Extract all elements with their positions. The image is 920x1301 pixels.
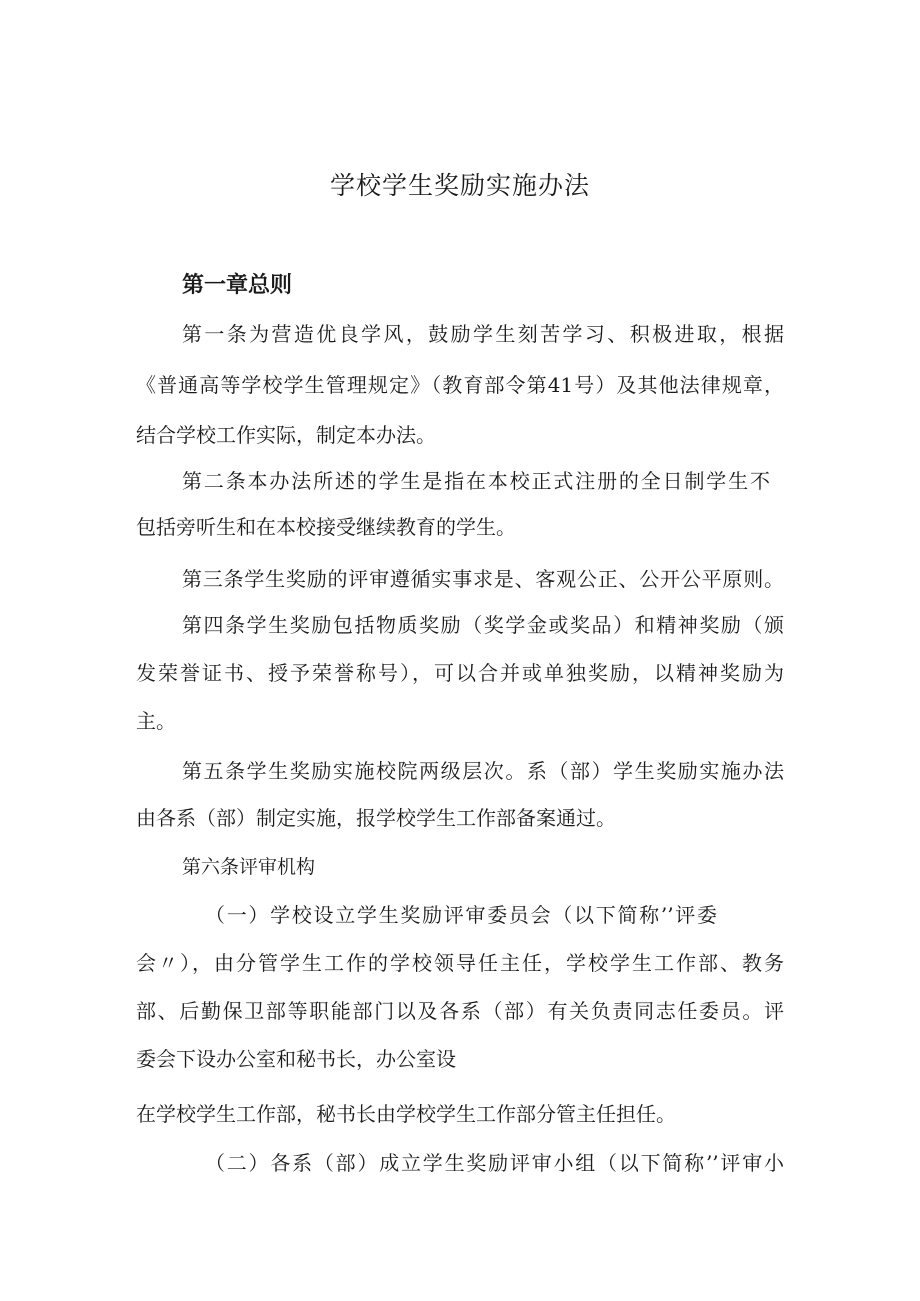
chapter-heading: 第一章总则 <box>182 273 293 298</box>
paragraph-line: 会〃），由分管学生工作的学校领导任主任，学校学生工作部、教务 <box>136 951 784 975</box>
paragraph-line: 第四条学生奖励包括物质奖励（奖学金或奖品）和精神奖励（颁 <box>182 613 784 637</box>
paragraph-line: 在学校学生工作部，秘书长由学校学生工作部分管主任担任。 <box>136 1102 676 1126</box>
paragraph-line: 发荣誉证书、授予荣誉称号），可以合并或单独奖励，以精神奖励为 <box>136 661 784 685</box>
paragraph-line: 第三条学生奖励的评审遵循实事求是、客观公正、公开公平原则。 <box>182 567 784 591</box>
paragraph-line: 部、后勤保卫部等职能部门以及各系（部）有关负责同志任委员。评 <box>136 999 784 1023</box>
paragraph-line: （二）各系（部）成立学生奖励评审小组（以下简称’’评审小 <box>205 1151 784 1175</box>
paragraph-line: 主。 <box>136 709 176 733</box>
paragraph-line: 委会下设办公室和秘书长，办公室设 <box>136 1047 456 1071</box>
paragraph-line: 第二条本办法所述的学生是指在本校正式注册的全日制学生不 <box>182 469 770 493</box>
paragraph-line: 结合学校工作实际，制定本办法。 <box>136 423 436 447</box>
paragraph-line: 包括旁听生和在本校接受继续教育的学生。 <box>136 515 516 539</box>
paragraph-line: 第五条学生奖励实施校院两级层次。系（部）学生奖励实施办法 <box>182 759 784 783</box>
paragraph-line: 由各系（部）制定实施，报学校学生工作部备案通过。 <box>136 806 616 830</box>
paragraph-line: 第一条为营造优良学风，鼓励学生刻苦学习、积极进取，根据 <box>182 322 784 346</box>
paragraph-line: 《普通高等学校学生管理规定》（教育部令第41号）及其他法律规章， <box>136 373 784 397</box>
paragraph-line: 第六条评审机构 <box>182 856 316 878</box>
document-title: 学校学生奖励实施办法 <box>329 171 590 200</box>
paragraph-line: （一）学校设立学生奖励评审委员会（以下简称’’评委 <box>205 903 717 927</box>
